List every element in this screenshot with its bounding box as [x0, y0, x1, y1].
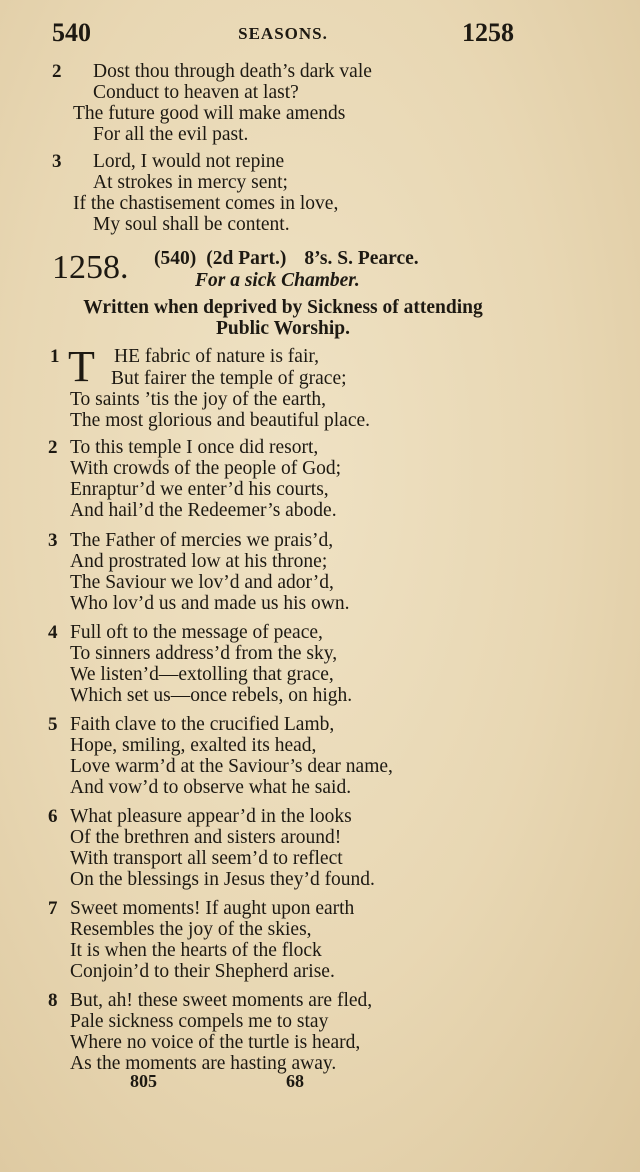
verse-line: But fairer the temple of grace;	[111, 368, 347, 389]
verse-line: But, ah! these sweet moments are fled,	[70, 990, 373, 1011]
verse-number: 5	[48, 714, 58, 735]
verse-line: To sinners address’d from the sky,	[70, 643, 338, 664]
hymn-meter-author: 8’s. S. Pearce.	[304, 248, 419, 269]
verse-line: At strokes in mercy sent;	[93, 172, 288, 193]
running-header	[52, 18, 514, 52]
verse-number: 8	[48, 990, 58, 1011]
drop-cap: T	[68, 342, 95, 391]
verse-line: Love warm’d at the Saviour’s dear name,	[70, 756, 393, 777]
verse-line: We listen’d—extolling that grace,	[70, 664, 334, 685]
hymn-note: Written when deprived by Sickness of attending	[83, 297, 483, 318]
verse-line: My soul shall be content.	[93, 214, 290, 235]
verse-line: Conjoin’d to their Shepherd arise.	[70, 961, 335, 982]
hymn-range-number: 1258	[462, 18, 514, 47]
verse-line: Of the brethren and sisters around!	[70, 827, 342, 848]
page-number: 540	[52, 18, 91, 47]
hymn-part: (2d Part.)	[206, 248, 287, 269]
verse-number: 3	[48, 530, 58, 551]
verse-line: The future good will make amends	[73, 103, 346, 124]
verse-line: For all the evil past.	[93, 124, 249, 145]
verse-line: Resembles the joy of the skies,	[70, 919, 312, 940]
hymn-subtitle: For a sick Chamber.	[195, 270, 360, 291]
verse-line: Pale sickness compels me to stay	[70, 1011, 329, 1032]
verse-line: Who lov’d us and made us his own.	[70, 593, 350, 614]
verse-line: The Saviour we lov’d and ador’d,	[70, 572, 334, 593]
verse-line: Enraptur’d we enter’d his courts,	[70, 479, 329, 500]
verse-line: And vow’d to observe what he said.	[70, 777, 352, 798]
verse-line: To saints ’tis the joy of the earth,	[70, 389, 327, 410]
verse-line: With crowds of the people of God;	[70, 458, 342, 479]
verse-number: 6	[48, 806, 58, 827]
verse-number: 7	[48, 898, 58, 919]
verse-number: 2	[52, 61, 62, 82]
verse-number: 4	[48, 622, 58, 643]
verse-line: Faith clave to the crucified Lamb,	[70, 714, 335, 735]
verse-line: And hail’d the Redeemer’s abode.	[70, 500, 337, 521]
verse-line: Sweet moments! If aught upon earth	[70, 898, 355, 919]
hymn-reference: (540)	[154, 248, 197, 269]
verse-line: Which set us—once rebels, on high.	[70, 685, 353, 706]
verse-line: It is when the hearts of the flock	[70, 940, 322, 961]
verse-line: Lord, I would not repine	[93, 151, 285, 172]
verse-line: With transport all seem’d to reflect	[70, 848, 343, 869]
verse-line: The most glorious and beautiful place.	[70, 410, 371, 431]
section-title: SEASONS.	[238, 24, 328, 43]
verse-line: HE fabric of nature is fair,	[114, 346, 319, 367]
verse-line: What pleasure appear’d in the looks	[70, 806, 352, 827]
hymn-number: 1258.	[52, 249, 129, 286]
verse-line: If the chastisement comes in love,	[73, 193, 339, 214]
footer-signature-right: 68	[286, 1071, 304, 1091]
verse-number: 3	[52, 151, 62, 172]
hymn-note: Public Worship.	[215, 318, 350, 339]
footer-signature-left: 805	[130, 1071, 157, 1091]
verse-line: The Father of mercies we prais’d,	[70, 530, 334, 551]
verse-line: Conduct to heaven at last?	[93, 82, 299, 103]
verse-line: On the blessings in Jesus they’d found.	[70, 869, 375, 890]
verse-line: Hope, smiling, exalted its head,	[70, 735, 317, 756]
verse-line: Where no voice of the turtle is heard,	[70, 1032, 361, 1053]
verse-line: Dost thou through death’s dark vale	[93, 61, 372, 82]
verse-line: To this temple I once did resort,	[70, 437, 319, 458]
verse-line: Full oft to the message of peace,	[70, 622, 323, 643]
verse-number: 2	[48, 437, 58, 458]
verse-line: As the moments are hasting away.	[70, 1053, 337, 1074]
verse-line: And prostrated low at his throne;	[70, 551, 328, 572]
hymn-meta	[154, 248, 419, 269]
verse-number: 1	[50, 346, 60, 367]
